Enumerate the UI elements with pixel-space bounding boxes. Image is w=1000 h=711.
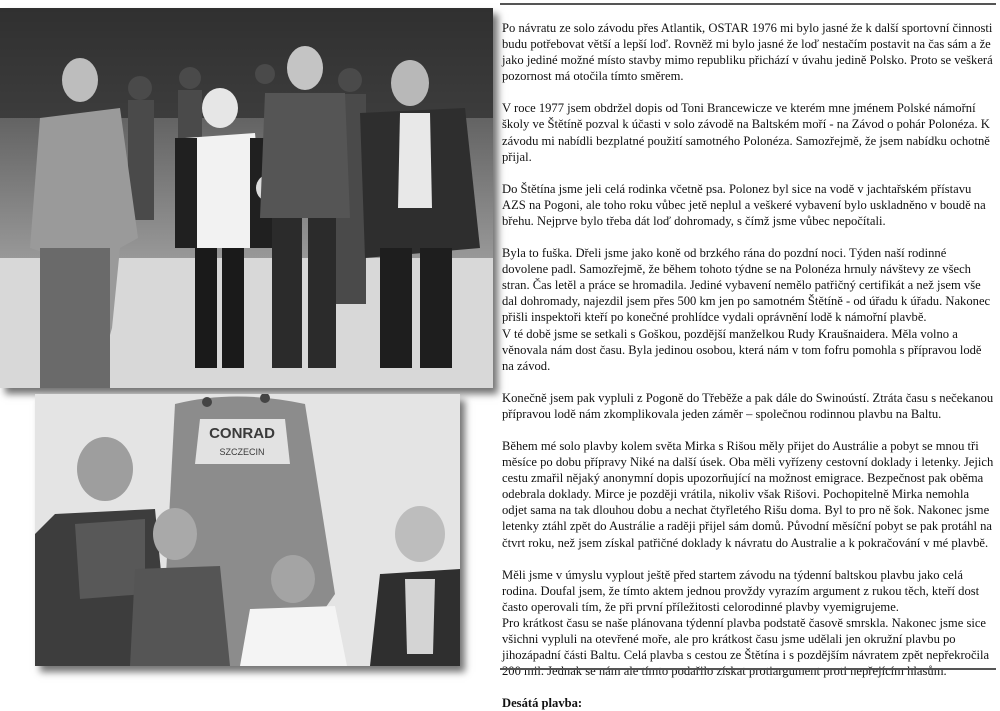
boat-name: CONRAD [209, 425, 275, 442]
boat-crew-photo-graphic [35, 394, 460, 666]
boat-port: SZCZECIN [219, 447, 265, 457]
crowd-photo [0, 8, 493, 388]
article-text [502, 20, 994, 711]
section-heading: Desátá plavba: [502, 696, 583, 711]
paragraph: Byla to fuška. Dřeli jsme jako koně od brzkého rána do pozdní noci. Týden naší rodinné dovolene padl. Samozřejmě, že během tohoto týdne se na Polonéza hrnuly návštevy ze všech stran. Čas letěl a práce se hromadila. Jediné vybavení nemělo patřičný certifikát a než jsem vše dal dohromady, najezdil jsem přes 500 km jen po samotném Štětíně - od úřadu k úřadu. Nakonec přišli inspektoři kteří po konečné prohlídce vydali oprávnění lodě k námořní plavbě. [502, 246, 991, 325]
boat-crew-photo [35, 394, 460, 666]
paragraph: Během mé solo plavby kolem světa Mirka s Rišou měly přijet do Austrálie a pobyt se mnou tři měsíce po dobu přípravy Niké na další úsek. Oba měli vyřízeny cestovní doklady i letenky. Jejich cestu zmařil nějaký anonymní dopis upozorňující na možnost emigrace. Bezpečnost pak oběma odebrala doklady. Mirce je později vrátila, nikoliv však Rišovi. Pochopitelně Mirka nemohla odjet sama na tak dlouhou dobu a nechat čtyřletého Rišu doma. Byl to pro ně šok. Nakonec jsme letenky ztáhl zpět do Austrálie a raději přijel sám domů. Původní měsíční pobyt se pak protáhl na čtvrt roku, než jsem získal patřičné doklady k návratu do Australie a k pokračování v mé plavbě. [502, 438, 994, 550]
paragraph: Konečně jsem pak vypluli z Pogoně do Třeběže a pak dále do Swinoústí. Ztráta času s nečekanou přípravou lodě nám zkomplikovala jeden záměr – společnou rodinnou plavbu na Baltu. [502, 390, 994, 421]
paragraph: Pro krátkost času se naše plánovana týdenní plavba podstatě časově smrskla. Nakonec jsme sice všichni vypluli na otevřené moře, ale pro krátkost času jsme udělali jen okružní plavbu po jihozápadní části Baltu. Celá plavba s cestou ze Štětína i s pozdějším návratem zpět nepřekročila 200 mil. Jednak se nám ale tímto podařilo získat protiargument proti nepřejícím hlasům. [502, 615, 990, 679]
paragraph: V roce 1977 jsem obdržel dopis od Toni Brancewicze ve kterém mne jménem Polské námořní školy ve Štětíně pozval k účasti v solo závodě na Baltském moří - na Závod o pohár Polonéza. K závodu mi nabídli bezplatné použití samotného Polonéza. Samozřejmě, že jsem nabídku ochotně přijal. [502, 101, 990, 164]
crowd-photo-graphic [0, 8, 493, 388]
top-divider [500, 3, 996, 5]
paragraph: Do Štětína jsme jeli celá rodinka včetně psa. Polonez byl sice na vodě v jachtařském přístavu AZS na Pogoni, ale toho roku vůbec jetě neplul a veškeré vybavení bylo uskladněno v boudě na břehu. Nejprve bylo třeba dát loď dohromady, s čímž jsme vůbec nepočítali. [502, 181, 986, 228]
bottom-divider [500, 668, 996, 670]
paragraph: Měli jsme v úmyslu vyplout ještě před startem závodu na týdenní baltskou plavbu jako celá rodina. Doufal jsem, že tímto aktem jednou provždy vyrazím argument z rukou těch, kteří dost často operovali tím, že při první příležitosti celorodinné plavby vyemigrujeme. [502, 567, 980, 614]
paragraph: V té době jsme se setkali s Goškou, pozdější manželkou Rudy Kraušnaidera. Měla volno a věnovala nám dost času. Byla jedinou osobou, která nám v tom fofru pomohla s přípravou lodě na závod. [502, 326, 982, 373]
paragraph: Po návratu ze solo závodu přes Atlantik, OSTAR 1976 mi bylo jasné že k další sportovní činnosti budu potřebovat větší a lepší loď. Rovněž mi bylo jasné že loď nestačím postavit na čas sám a že jako jediné možné místo stavby mimo republiku přichází v úvahu jedině Polsko. Proto se veškerá pozornost má otočila tímto směrem. [502, 21, 993, 84]
